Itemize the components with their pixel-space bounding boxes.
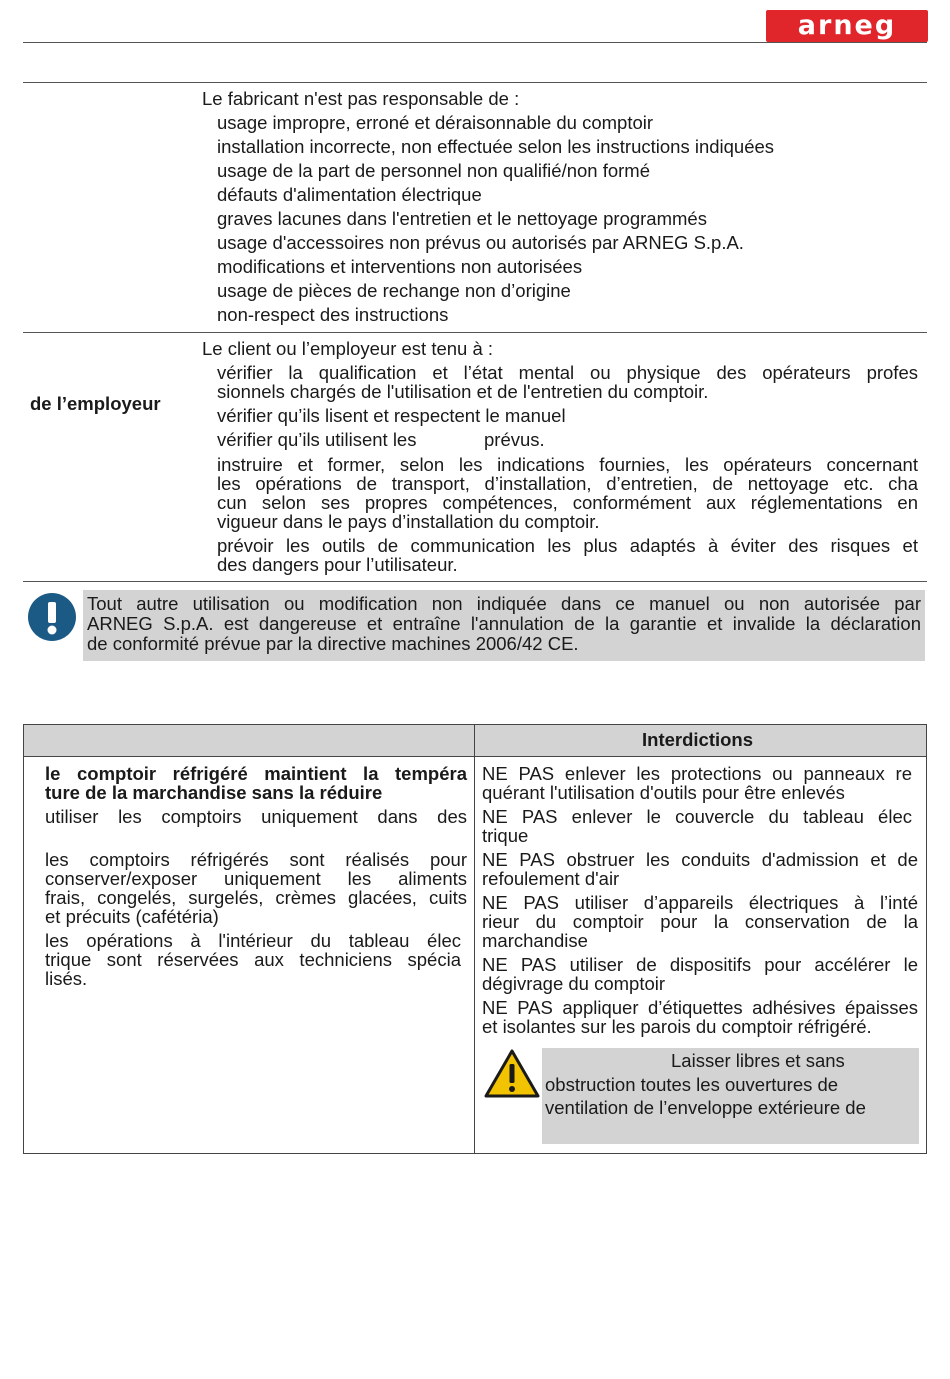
text-line: NE PAS obstruer les conduits d'admission et de xyxy=(482,849,918,870)
text-line: de conformité prévue par la directive machines 2006/42 CE. xyxy=(87,633,579,654)
right-item-1 xyxy=(482,764,912,802)
list-item: usage de pièces de rechange non d’origine xyxy=(217,280,571,301)
list-item: modifications et interventions non autorisées xyxy=(217,256,583,277)
employer-item-1 xyxy=(217,363,918,401)
warning-line: ventilation de l’enveloppe extérieure de xyxy=(545,1097,866,1118)
text-line: sionnels chargés de l'utilisation et de l'entretien du comptoir. xyxy=(217,381,709,402)
text-line: NE PAS utiliser de dispositifs pour accélérer le xyxy=(482,954,918,975)
right-item-2 xyxy=(482,807,912,845)
text-line: NE PAS appliquer d’étiquettes adhésives épaisses xyxy=(482,997,918,1018)
text-line: utiliser les comptoirs uniquement dans des xyxy=(45,806,467,827)
text-line: les opérations de transport, d’installation, d’entretien, de nettoyage etc. cha xyxy=(217,473,918,494)
employer-item-4 xyxy=(217,455,918,531)
manufacturer-intro: Le fabricant n'est pas responsable de : xyxy=(202,88,520,109)
text-line: le comptoir réfrigéré maintient la tempéra xyxy=(45,763,467,784)
employer-item-3a: vérifier qu’ils utilisent les xyxy=(217,429,417,450)
text-line: trique sont réservées aux techniciens spécia xyxy=(45,949,461,970)
arneg-logo: arneg xyxy=(766,10,928,42)
table-column-divider xyxy=(474,725,475,1153)
section-rule-top xyxy=(23,82,927,83)
manufacturer-list xyxy=(217,111,774,327)
text-line: quérant l'utilisation d'outils pour être enlevés xyxy=(482,782,845,803)
exclamation-circle-icon xyxy=(28,593,76,641)
text-line: marchandise xyxy=(482,930,588,951)
left-item-3 xyxy=(45,850,467,926)
right-item-4 xyxy=(482,893,918,950)
employer-item-5 xyxy=(217,536,918,574)
text-line: ture de la marchandise sans la réduire xyxy=(45,782,383,803)
list-item: usage de la part de personnel non qualifié/non formé xyxy=(217,160,650,181)
text-line: Tout autre utilisation ou modification non indiquée dans ce manuel ou non autorisée par xyxy=(87,593,921,614)
employer-item-3b: prévus. xyxy=(484,429,545,450)
list-item: usage d'accessoires non prévus ou autorisés par ARNEG S.p.A. xyxy=(217,232,744,253)
text-line: les comptoirs réfrigérés sont réalisés pour xyxy=(45,849,467,870)
header-rule xyxy=(23,42,927,43)
list-item: défauts d'alimentation électrique xyxy=(217,184,482,205)
left-item-1 xyxy=(45,764,467,802)
list-item: installation incorrecte, non effectuée selon les instructions indiquées xyxy=(217,136,775,157)
warning-line: Laisser libres et sans xyxy=(671,1050,845,1071)
right-item-5 xyxy=(482,955,918,993)
text-line: refoulement d'air xyxy=(482,868,620,889)
table-header-row xyxy=(24,725,926,756)
text-line: ARNEG S.p.A. est dangereuse et entraîne l'annulation de la garantie et invalide la déclaration xyxy=(87,613,921,634)
employer-intro: Le client ou l’employeur est tenu à : xyxy=(202,338,494,359)
right-item-3 xyxy=(482,850,918,888)
text-line: lisés. xyxy=(45,968,88,989)
text-line: cun selon ses propres compétences, conformément aux réglementations en xyxy=(217,492,918,513)
text-line: dégivrage du comptoir xyxy=(482,973,666,994)
text-line: rieur du comptoir pour la conservation de la xyxy=(482,911,918,932)
text-line: frais, congelés, surgelés, crèmes glacées, cuits xyxy=(45,887,467,908)
text-line: NE PAS utiliser d’appareils électriques à l’inté xyxy=(482,892,918,913)
employer-item-2: vérifier qu’ils lisent et respectent le manuel xyxy=(217,405,566,426)
text-line: NE PAS enlever le couvercle du tableau élec xyxy=(482,806,912,827)
section-rule-bottom xyxy=(23,581,927,582)
notice-box xyxy=(83,590,925,661)
right-item-6 xyxy=(482,998,918,1036)
notice-text xyxy=(87,594,921,654)
warning-line: obstruction toutes les ouvertures de xyxy=(545,1074,839,1095)
warning-triangle-icon xyxy=(484,1049,540,1099)
left-item-4 xyxy=(45,931,461,988)
text-line: vérifier la qualification et l’état mental ou physique des opérateurs profes xyxy=(217,362,918,383)
text-line: vigueur dans le pays d’installation du comptoir. xyxy=(217,511,600,532)
text-line: instruire et former, selon les indications fournies, les opérateurs concernant xyxy=(217,454,918,475)
text-line: NE PAS enlever les protections ou panneaux re xyxy=(482,763,912,784)
left-item-2 xyxy=(45,807,467,826)
text-line: prévoir les outils de communication les plus adaptés à éviter des risques et xyxy=(217,535,918,556)
table-header-rule xyxy=(24,756,926,757)
text-line: et isolantes sur les parois du comptoir réfrigéré. xyxy=(482,1016,872,1037)
text-line: les opérations à l'intérieur du tableau élec xyxy=(45,930,461,951)
employer-label: de l’employeur xyxy=(30,393,161,414)
list-item: non-respect des instructions xyxy=(217,304,449,325)
list-item: usage impropre, erroné et déraisonnable du comptoir xyxy=(217,112,654,133)
section-rule-mid xyxy=(23,332,927,333)
warning-box xyxy=(542,1048,919,1144)
text-line: et précuits (cafétéria) xyxy=(45,906,219,927)
text-line: des dangers pour l’utilisateur. xyxy=(217,554,458,575)
table-header-interdictions: Interdictions xyxy=(642,729,754,750)
text-line: conserver/exposer uniquement les aliments xyxy=(45,868,467,889)
list-item: graves lacunes dans l'entretien et le nettoyage programmés xyxy=(217,208,707,229)
text-line: trique xyxy=(482,825,529,846)
